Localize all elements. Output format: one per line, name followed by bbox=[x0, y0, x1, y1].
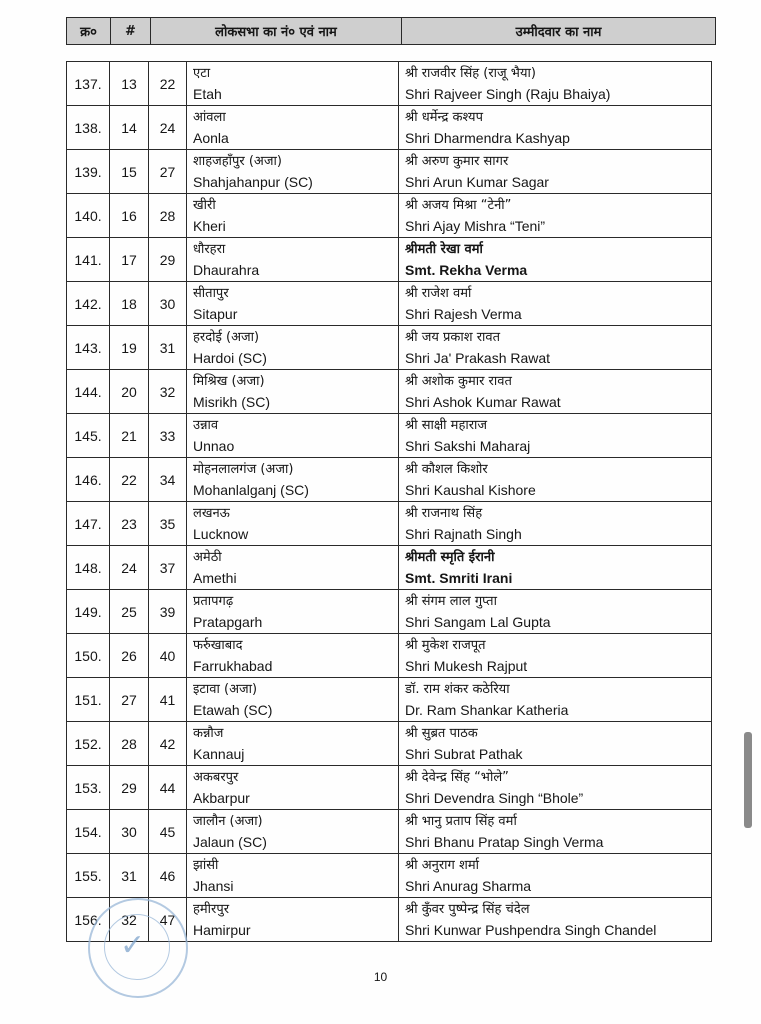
serial-number: 155. bbox=[74, 867, 102, 884]
candidate-name-english: Smt. Rekha Verma bbox=[405, 262, 528, 278]
table-row bbox=[67, 722, 712, 766]
candidate-cell bbox=[399, 502, 712, 546]
serial-cell bbox=[67, 150, 110, 194]
constituency-name-english: Hamirpur bbox=[193, 922, 251, 938]
index-cell bbox=[110, 502, 149, 546]
candidate-name-hindi: श्री अशोक कुमार रावत bbox=[405, 374, 512, 389]
candidate-name-english: Shri Kunwar Pushpendra Singh Chandel bbox=[405, 922, 657, 938]
index-cell bbox=[110, 194, 149, 238]
constituency-number-cell bbox=[149, 106, 187, 150]
header-hash: # bbox=[111, 18, 151, 45]
serial-number: 148. bbox=[74, 559, 102, 576]
serial-number: 154. bbox=[74, 823, 102, 840]
constituency-number: 27 bbox=[159, 163, 176, 180]
constituency-name-english: Dhaurahra bbox=[193, 262, 260, 278]
candidate-name-hindi: श्री कुँवर पुष्पेन्द्र सिंह चंदेल bbox=[405, 902, 530, 917]
candidate-cell bbox=[399, 282, 712, 326]
candidate-cell bbox=[399, 546, 712, 590]
table-row bbox=[67, 810, 712, 854]
index-number: 13 bbox=[121, 75, 137, 92]
serial-number: 150. bbox=[74, 647, 102, 664]
index-number: 27 bbox=[121, 691, 137, 708]
candidate-cell bbox=[399, 722, 712, 766]
table-row bbox=[67, 238, 712, 282]
header-candidate: उम्मीदवार का नाम bbox=[402, 18, 716, 45]
table-row bbox=[67, 854, 712, 898]
constituency-name-hindi: इटावा (अजा) bbox=[193, 682, 258, 697]
table-row bbox=[67, 282, 712, 326]
constituency-name-hindi: अमेठी bbox=[193, 550, 222, 565]
constituency-name-hindi: झांसी bbox=[193, 858, 219, 873]
candidate-cell bbox=[399, 458, 712, 502]
constituency-name-english: Hardoi (SC) bbox=[193, 350, 267, 366]
constituency-cell bbox=[187, 106, 399, 150]
index-cell bbox=[110, 810, 149, 854]
constituency-number: 35 bbox=[159, 515, 176, 532]
constituency-name-hindi: जालौन (अजा) bbox=[193, 814, 263, 829]
table-row bbox=[67, 458, 712, 502]
constituency-cell bbox=[187, 194, 399, 238]
constituency-number-cell bbox=[149, 458, 187, 502]
candidate-name-english: Shri Rajesh Verma bbox=[405, 306, 522, 322]
index-number: 31 bbox=[121, 867, 137, 884]
candidate-name-english: Dr. Ram Shankar Katheria bbox=[405, 702, 569, 718]
constituency-cell bbox=[187, 722, 399, 766]
constituency-number: 24 bbox=[159, 119, 176, 136]
table-row bbox=[67, 590, 712, 634]
constituency-name-hindi: लखनऊ bbox=[193, 506, 230, 521]
index-number: 28 bbox=[121, 735, 137, 752]
index-cell bbox=[110, 546, 149, 590]
serial-cell bbox=[67, 370, 110, 414]
candidate-cell bbox=[399, 238, 712, 282]
scrollbar[interactable] bbox=[744, 732, 752, 828]
candidate-cell bbox=[399, 106, 712, 150]
constituency-number-cell bbox=[149, 238, 187, 282]
constituency-cell bbox=[187, 546, 399, 590]
constituency-number: 44 bbox=[159, 779, 176, 796]
constituency-number: 33 bbox=[159, 427, 176, 444]
constituency-name-hindi: एटा bbox=[193, 66, 211, 81]
serial-number: 143. bbox=[74, 339, 102, 356]
constituency-number: 30 bbox=[159, 295, 176, 312]
constituency-cell bbox=[187, 634, 399, 678]
constituency-number-cell bbox=[149, 810, 187, 854]
candidate-name-hindi: श्री राजवीर सिंह (राजू भैया) bbox=[405, 66, 536, 81]
constituency-name-english: Aonla bbox=[193, 130, 229, 146]
index-cell bbox=[110, 722, 149, 766]
index-number: 17 bbox=[121, 251, 137, 268]
candidate-name-hindi: श्री संगम लाल गुप्ता bbox=[405, 594, 497, 609]
candidate-cell bbox=[399, 414, 712, 458]
serial-number: 138. bbox=[74, 119, 102, 136]
table-header bbox=[66, 17, 716, 45]
candidate-cell bbox=[399, 898, 712, 942]
constituency-cell bbox=[187, 678, 399, 722]
index-cell bbox=[110, 766, 149, 810]
constituency-name-english: Sitapur bbox=[193, 306, 238, 322]
candidate-name-hindi: श्री सुब्रत पाठक bbox=[405, 726, 478, 741]
constituency-cell bbox=[187, 854, 399, 898]
index-cell bbox=[110, 458, 149, 502]
candidate-name-english: Shri Subrat Pathak bbox=[405, 746, 523, 762]
candidate-name-english: Shri Mukesh Rajput bbox=[405, 658, 528, 674]
index-cell bbox=[110, 634, 149, 678]
constituency-number-cell bbox=[149, 194, 187, 238]
serial-cell bbox=[67, 502, 110, 546]
constituency-name-english: Jalaun (SC) bbox=[193, 834, 267, 850]
candidate-cell bbox=[399, 634, 712, 678]
serial-number: 152. bbox=[74, 735, 102, 752]
constituency-name-hindi: शाहजहाँपुर (अजा) bbox=[193, 154, 282, 169]
serial-cell bbox=[67, 590, 110, 634]
party-seal-stamp: ✓ bbox=[88, 898, 188, 998]
constituency-number-cell bbox=[149, 370, 187, 414]
constituency-number: 32 bbox=[159, 383, 176, 400]
serial-number: 141. bbox=[74, 251, 102, 268]
constituency-name-english: Misrikh (SC) bbox=[193, 394, 270, 410]
serial-cell bbox=[67, 634, 110, 678]
candidate-table bbox=[66, 61, 712, 942]
index-cell bbox=[110, 414, 149, 458]
candidate-name-hindi: श्री अरुण कुमार सागर bbox=[405, 154, 509, 169]
constituency-name-hindi: अकबरपुर bbox=[193, 770, 239, 785]
candidate-name-english: Smt. Smriti Irani bbox=[405, 570, 513, 586]
constituency-name-english: Shahjahanpur (SC) bbox=[193, 174, 313, 190]
constituency-number: 37 bbox=[159, 559, 176, 576]
candidate-name-hindi: श्री राजेश वर्मा bbox=[405, 286, 472, 301]
table-row bbox=[67, 546, 712, 590]
candidate-cell bbox=[399, 678, 712, 722]
candidate-name-english: Shri Arun Kumar Sagar bbox=[405, 174, 549, 190]
serial-number: 146. bbox=[74, 471, 102, 488]
table-row bbox=[67, 678, 712, 722]
constituency-name-hindi: कन्नौज bbox=[193, 726, 224, 741]
constituency-number: 22 bbox=[159, 75, 176, 92]
index-number: 14 bbox=[121, 119, 137, 136]
page-number: 10 bbox=[373, 970, 388, 984]
constituency-number: 41 bbox=[159, 691, 176, 708]
constituency-name-hindi: धौरहरा bbox=[193, 242, 226, 257]
serial-cell bbox=[67, 106, 110, 150]
constituency-name-english: Farrukhabad bbox=[193, 658, 273, 674]
serial-cell bbox=[67, 458, 110, 502]
candidate-name-english: Shri Sakshi Maharaj bbox=[405, 438, 531, 454]
serial-cell bbox=[67, 810, 110, 854]
serial-number: 156. bbox=[74, 911, 102, 928]
constituency-cell bbox=[187, 502, 399, 546]
constituency-number: 47 bbox=[159, 911, 176, 928]
index-number: 15 bbox=[121, 163, 137, 180]
candidate-name-english: Shri Ajay Mishra “Teni” bbox=[405, 218, 546, 234]
serial-cell bbox=[67, 414, 110, 458]
index-cell bbox=[110, 106, 149, 150]
candidate-name-hindi: श्रीमती रेखा वर्मा bbox=[405, 242, 483, 257]
index-number: 19 bbox=[121, 339, 137, 356]
constituency-name-english: Unnao bbox=[193, 438, 235, 454]
candidate-name-hindi: श्री धर्मेन्द्र कश्यप bbox=[405, 110, 483, 125]
candidate-cell bbox=[399, 326, 712, 370]
index-cell bbox=[110, 854, 149, 898]
index-number: 30 bbox=[121, 823, 137, 840]
constituency-name-hindi: सीतापुर bbox=[193, 286, 229, 301]
serial-cell bbox=[67, 854, 110, 898]
candidate-name-hindi: श्री राजनाथ सिंह bbox=[405, 506, 483, 521]
constituency-name-hindi: प्रतापगढ़ bbox=[193, 594, 234, 609]
constituency-number-cell bbox=[149, 854, 187, 898]
candidate-name-hindi: डॉ. राम शंकर कठेरिया bbox=[405, 682, 510, 697]
constituency-number: 42 bbox=[159, 735, 176, 752]
candidate-name-english: Shri Rajnath Singh bbox=[405, 526, 522, 542]
constituency-number-cell bbox=[149, 62, 187, 106]
constituency-cell bbox=[187, 810, 399, 854]
index-number: 21 bbox=[121, 427, 137, 444]
constituency-number-cell bbox=[149, 414, 187, 458]
constituency-number-cell bbox=[149, 282, 187, 326]
candidate-name-hindi: श्री अजय मिश्रा “टेनी” bbox=[405, 198, 512, 213]
serial-number: 140. bbox=[74, 207, 102, 224]
constituency-name-english: Jhansi bbox=[193, 878, 234, 894]
serial-number: 153. bbox=[74, 779, 102, 796]
serial-number: 144. bbox=[74, 383, 102, 400]
candidate-cell bbox=[399, 810, 712, 854]
candidate-name-english: Shri Ashok Kumar Rawat bbox=[405, 394, 561, 410]
header-serial: क्र० bbox=[67, 18, 111, 45]
constituency-cell bbox=[187, 766, 399, 810]
constituency-cell bbox=[187, 238, 399, 282]
index-number: 25 bbox=[121, 603, 137, 620]
constituency-cell bbox=[187, 414, 399, 458]
candidate-cell bbox=[399, 590, 712, 634]
constituency-cell bbox=[187, 326, 399, 370]
constituency-number: 28 bbox=[159, 207, 176, 224]
constituency-cell bbox=[187, 150, 399, 194]
index-number: 29 bbox=[121, 779, 137, 796]
candidate-name-english: Shri Sangam Lal Gupta bbox=[405, 614, 551, 630]
candidate-name-english: Shri Ja' Prakash Rawat bbox=[405, 350, 551, 366]
candidate-cell bbox=[399, 766, 712, 810]
candidate-name-hindi: श्री साक्षी महाराज bbox=[405, 418, 488, 433]
candidate-name-hindi: श्री देवेन्द्र सिंह “भोले” bbox=[405, 770, 509, 785]
constituency-name-hindi: मोहनलालगंज (अजा) bbox=[193, 462, 294, 477]
constituency-name-english: Lucknow bbox=[193, 526, 249, 542]
constituency-number-cell bbox=[149, 326, 187, 370]
constituency-number-cell bbox=[149, 546, 187, 590]
serial-cell bbox=[67, 194, 110, 238]
index-number: 20 bbox=[121, 383, 137, 400]
serial-cell bbox=[67, 326, 110, 370]
constituency-number: 40 bbox=[159, 647, 176, 664]
serial-cell bbox=[67, 62, 110, 106]
index-cell bbox=[110, 678, 149, 722]
index-number: 24 bbox=[121, 559, 137, 576]
serial-number: 147. bbox=[74, 515, 102, 532]
serial-cell bbox=[67, 722, 110, 766]
constituency-number-cell bbox=[149, 634, 187, 678]
index-number: 16 bbox=[121, 207, 137, 224]
constituency-number: 39 bbox=[159, 603, 176, 620]
serial-cell bbox=[67, 766, 110, 810]
constituency-cell bbox=[187, 282, 399, 326]
candidate-cell bbox=[399, 62, 712, 106]
constituency-name-hindi: हरदोई (अजा) bbox=[193, 330, 260, 345]
constituency-number: 45 bbox=[159, 823, 176, 840]
index-cell bbox=[110, 326, 149, 370]
constituency-name-english: Akbarpur bbox=[193, 790, 250, 806]
candidate-name-english: Shri Rajveer Singh (Raju Bhaiya) bbox=[405, 86, 611, 102]
index-cell bbox=[110, 62, 149, 106]
candidate-name-english: Shri Bhanu Pratap Singh Verma bbox=[405, 834, 604, 850]
constituency-name-english: Kheri bbox=[193, 218, 226, 234]
constituency-name-hindi: हमीरपुर bbox=[193, 902, 230, 917]
serial-cell bbox=[67, 238, 110, 282]
candidate-name-hindi: श्री कौशल किशोर bbox=[405, 462, 488, 477]
constituency-name-english: Pratapgarh bbox=[193, 614, 263, 630]
serial-number: 142. bbox=[74, 295, 102, 312]
table-row bbox=[67, 326, 712, 370]
index-cell bbox=[110, 370, 149, 414]
constituency-name-hindi: मिश्रिख (अजा) bbox=[193, 374, 265, 389]
index-number: 26 bbox=[121, 647, 137, 664]
table-row bbox=[67, 370, 712, 414]
constituency-number-cell bbox=[149, 722, 187, 766]
table-row bbox=[67, 502, 712, 546]
table-row bbox=[67, 106, 712, 150]
header-constituency: लोकसभा का नं० एवं नाम bbox=[151, 18, 402, 45]
index-number: 18 bbox=[121, 295, 137, 312]
constituency-name-english: Mohanlalganj (SC) bbox=[193, 482, 309, 498]
constituency-number: 34 bbox=[159, 471, 176, 488]
constituency-name-hindi: खीरी bbox=[193, 198, 216, 213]
constituency-name-english: Kannauj bbox=[193, 746, 245, 762]
constituency-number-cell bbox=[149, 502, 187, 546]
constituency-number-cell bbox=[149, 766, 187, 810]
constituency-number-cell bbox=[149, 590, 187, 634]
index-number: 23 bbox=[121, 515, 137, 532]
constituency-name-hindi: आंवला bbox=[193, 110, 226, 125]
candidate-name-hindi: श्री अनुराग शर्मा bbox=[405, 858, 479, 873]
index-cell bbox=[110, 238, 149, 282]
table-row bbox=[67, 766, 712, 810]
index-number: 22 bbox=[121, 471, 137, 488]
constituency-cell bbox=[187, 898, 399, 942]
constituency-number: 31 bbox=[159, 339, 176, 356]
constituency-number: 29 bbox=[159, 251, 176, 268]
index-cell bbox=[110, 150, 149, 194]
constituency-cell bbox=[187, 590, 399, 634]
table-row bbox=[67, 194, 712, 238]
serial-number: 145. bbox=[74, 427, 102, 444]
constituency-name-hindi: फर्रुखाबाद bbox=[193, 638, 243, 653]
candidate-name-hindi: श्री जय प्रकाश रावत bbox=[405, 330, 501, 345]
constituency-number: 46 bbox=[159, 867, 176, 884]
constituency-cell bbox=[187, 62, 399, 106]
constituency-name-english: Etah bbox=[193, 86, 222, 102]
constituency-name-english: Amethi bbox=[193, 570, 237, 586]
table-row bbox=[67, 150, 712, 194]
candidate-name-english: Shri Anurag Sharma bbox=[405, 878, 532, 894]
constituency-name-hindi: उन्नाव bbox=[193, 418, 219, 433]
candidate-cell bbox=[399, 194, 712, 238]
index-number: 32 bbox=[121, 911, 137, 928]
constituency-name-english: Etawah (SC) bbox=[193, 702, 273, 718]
serial-cell bbox=[67, 678, 110, 722]
serial-number: 149. bbox=[74, 603, 102, 620]
constituency-cell bbox=[187, 458, 399, 502]
candidate-cell bbox=[399, 150, 712, 194]
serial-cell bbox=[67, 546, 110, 590]
serial-cell bbox=[67, 282, 110, 326]
index-cell bbox=[110, 282, 149, 326]
constituency-number-cell bbox=[149, 678, 187, 722]
candidate-name-english: Shri Kaushal Kishore bbox=[405, 482, 536, 498]
serial-number: 151. bbox=[74, 691, 102, 708]
index-cell bbox=[110, 590, 149, 634]
candidate-name-hindi: श्री मुकेश राजपूत bbox=[405, 638, 486, 653]
candidate-cell bbox=[399, 370, 712, 414]
candidate-name-hindi: श्री भानु प्रताप सिंह वर्मा bbox=[405, 814, 517, 829]
table-row bbox=[67, 62, 712, 106]
candidate-name-hindi: श्रीमती स्मृति ईरानी bbox=[405, 550, 495, 565]
constituency-cell bbox=[187, 370, 399, 414]
serial-number: 137. bbox=[74, 75, 102, 92]
candidate-cell bbox=[399, 854, 712, 898]
serial-number: 139. bbox=[74, 163, 102, 180]
table-row bbox=[67, 634, 712, 678]
candidate-name-english: Shri Dharmendra Kashyap bbox=[405, 130, 570, 146]
table-row bbox=[67, 414, 712, 458]
candidate-name-english: Shri Devendra Singh “Bhole” bbox=[405, 790, 584, 806]
constituency-number-cell bbox=[149, 150, 187, 194]
